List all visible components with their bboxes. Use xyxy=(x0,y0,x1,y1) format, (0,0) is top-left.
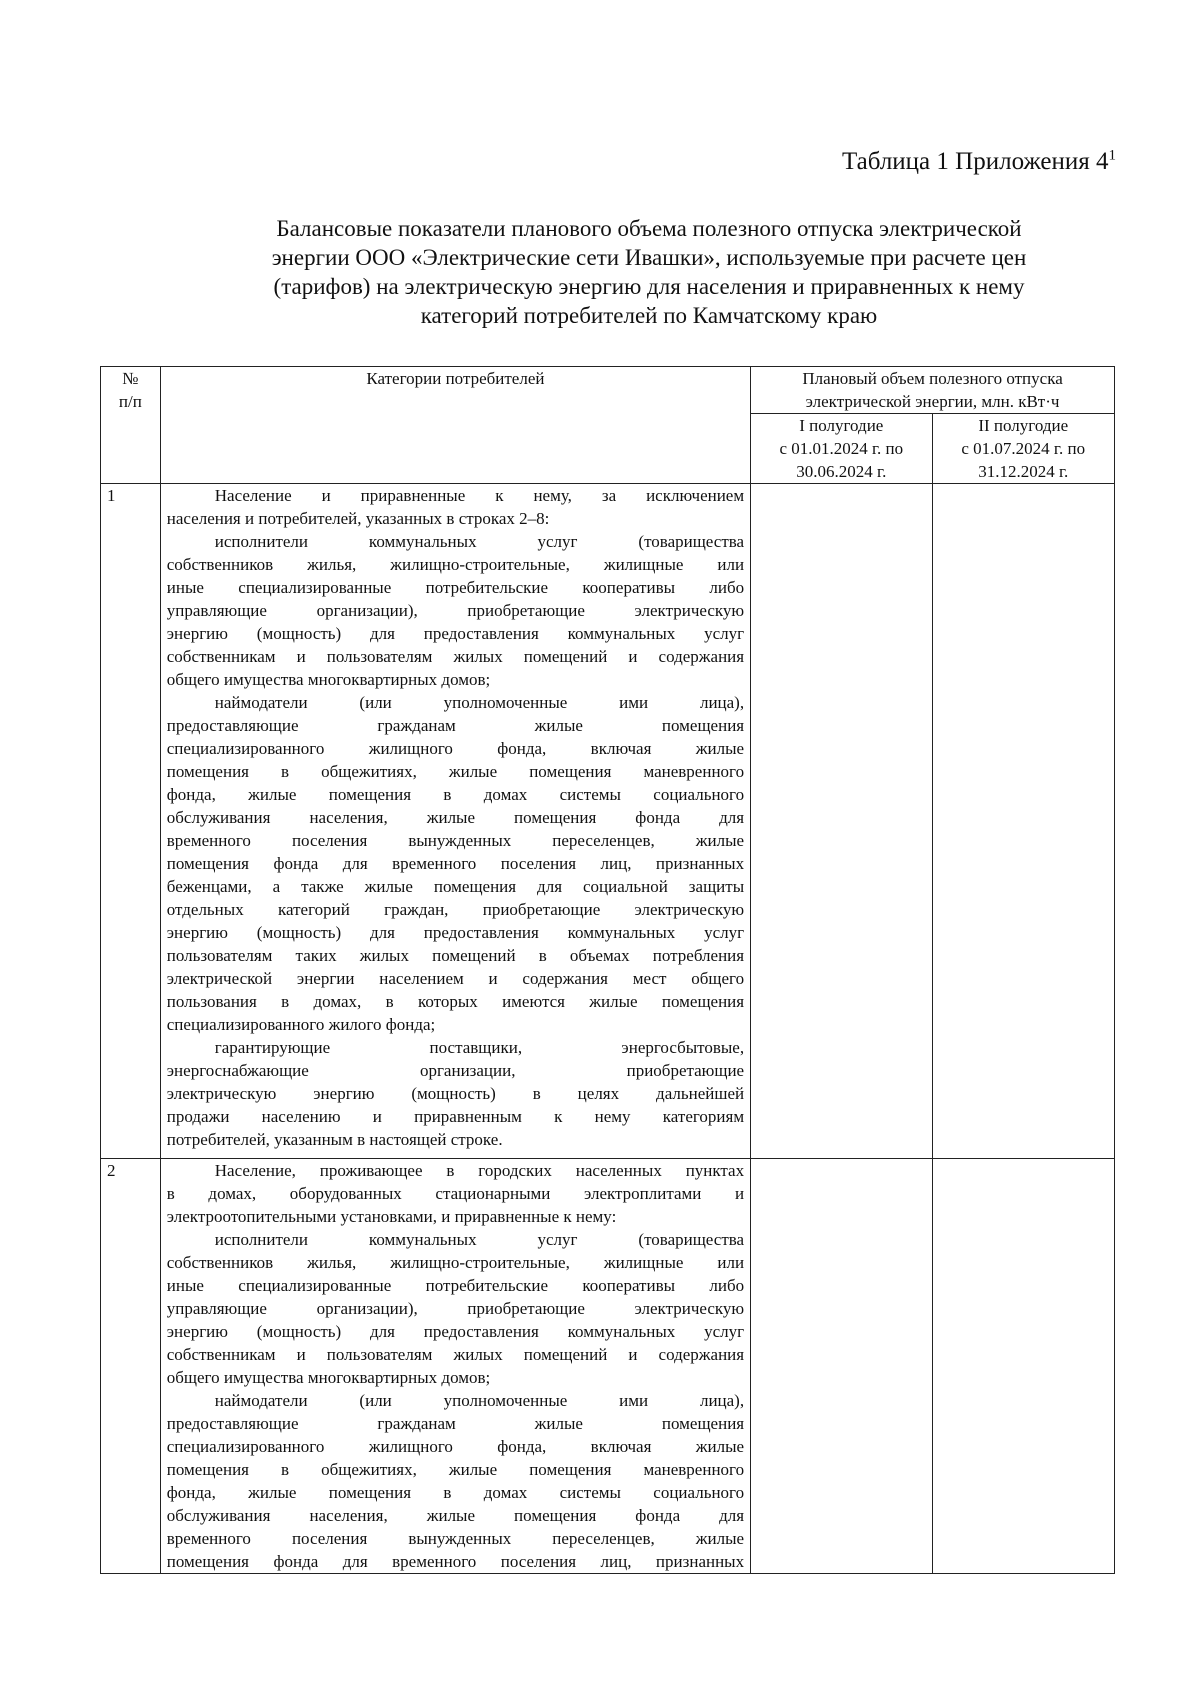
table-row xyxy=(101,484,1115,1159)
table-row xyxy=(101,1159,1115,1574)
category-text-line: энергию (мощность) для предоставления коммунальных услуг xyxy=(166,923,745,942)
category-text-line: иные специализированные потребительские кооперативы либо xyxy=(166,578,745,597)
category-text-line: энергию (мощность) для предоставления коммунальных услуг xyxy=(166,1322,745,1341)
title-line: категорий потребителей по Камчатскому краю xyxy=(420,303,878,328)
category-text-line: фонда, жилые помещения в домах системы социального xyxy=(166,785,745,804)
category-text-line: обслуживания населения, жилые помещения фонда для xyxy=(166,808,745,827)
category-text-line: фонда, жилые помещения в домах системы социального xyxy=(166,1483,745,1502)
document-title xyxy=(199,214,1099,330)
table-reference-text: Таблица 1 Приложения 4 xyxy=(841,148,1109,175)
header-number xyxy=(101,367,161,484)
category-text-line: в домах, оборудованных стационарными электроплитами и xyxy=(166,1184,745,1203)
category-text-line: собственников жилья, жилищно-строительные, жилищные или xyxy=(166,555,745,574)
category-text-line: предоставляющие гражданам жилые помещения xyxy=(166,716,745,735)
period-2-line: II полугодие xyxy=(978,416,1069,435)
category-text-line: предоставляющие гражданам жилые помещения xyxy=(166,1414,745,1433)
balance-table xyxy=(100,366,1115,1574)
category-text-line: населения и потребителей, указанных в строках 2–8: xyxy=(166,509,550,528)
category-text-line: помещения фонда для временного поселения лиц, признанных xyxy=(166,1552,745,1571)
category-text-line: гарантирующие поставщики, энергосбытовые, xyxy=(214,1038,745,1057)
category-text-line: временного поселения вынужденных переселенцев, жилые xyxy=(166,831,745,850)
category-text-line: электроотопительными установками, и приравненные к нему: xyxy=(166,1207,617,1226)
table-reference-superscript: 1 xyxy=(1108,147,1116,164)
row-number: 1 xyxy=(101,484,161,1159)
period-1-line: с 01.01.2024 г. по xyxy=(779,439,904,458)
category-text-line: потребителей, указанным в настоящей строке. xyxy=(166,1130,503,1149)
period-1-line: I полугодие xyxy=(799,416,884,435)
category-text-line: иные специализированные потребительские кооперативы либо xyxy=(166,1276,745,1295)
row-number: 2 xyxy=(101,1159,161,1574)
category-text-line: беженцами, а также жилые помещения для социальной защиты xyxy=(166,877,745,896)
category-text-line: электрической энергии населением и содержания мест общего xyxy=(166,969,745,988)
category-text-line: собственников жилья, жилищно-строительные, жилищные или xyxy=(166,1253,745,1272)
title-line: (тарифов) на электрическую энергию для населения и приравненных к нему xyxy=(273,274,1025,299)
title-line: Балансовые показатели планового объема полезного отпуска электрической xyxy=(276,216,1022,241)
header-number-symbol: № xyxy=(122,369,139,388)
category-text-line: управляющие организации), приобретающие электрическую xyxy=(166,1299,745,1318)
category-text-line: помещения в общежитиях, жилые помещения маневренного xyxy=(166,762,745,781)
category-text-line: пользователям таких жилых помещений в объемах потребления xyxy=(166,946,745,965)
row-period-1-value xyxy=(751,484,932,1159)
category-text-line: общего имущества многоквартирных домов; xyxy=(166,670,491,689)
header-planned-volume xyxy=(751,367,1115,414)
category-text-line: исполнители коммунальных услуг (товарищества xyxy=(214,532,745,551)
category-text-line: помещения в общежитиях, жилые помещения маневренного xyxy=(166,1460,745,1479)
title-line: энергии ООО «Электрические сети Ивашки», используемые при расчете цен xyxy=(271,245,1027,270)
period-1-line: 30.06.2024 г. xyxy=(796,462,887,481)
category-text-line: собственникам и пользователям жилых помещений и содержания xyxy=(166,1345,745,1364)
row-period-2-value xyxy=(932,1159,1115,1574)
category-text-line: собственникам и пользователям жилых помещений и содержания xyxy=(166,647,745,666)
row-period-1-value xyxy=(751,1159,932,1574)
row-period-2-value xyxy=(932,484,1115,1159)
header-planned-volume-line: электрической энергии, млн. кВт·ч xyxy=(805,392,1060,411)
category-text-line: отдельных категорий граждан, приобретающие электрическую xyxy=(166,900,745,919)
category-text-line: пользования в домах, в которых имеются жилые помещения xyxy=(166,992,745,1011)
category-text-line: помещения фонда для временного поселения лиц, признанных xyxy=(166,854,745,873)
category-text-line: специализированного жилищного фонда, включая жилые xyxy=(166,739,745,758)
category-text-line: электрическую энергию (мощность) в целях дальнейшей xyxy=(166,1084,745,1103)
category-text-line: Население и приравненные к нему, за исключением xyxy=(214,486,745,505)
category-text-line: энергию (мощность) для предоставления коммунальных услуг xyxy=(166,624,745,643)
period-2-line: с 01.07.2024 г. по xyxy=(961,439,1086,458)
category-text-line: наймодатели (или уполномоченные ими лица), xyxy=(214,1391,745,1410)
header-number-abbr: п/п xyxy=(118,392,142,411)
category-text-line: специализированного жилого фонда; xyxy=(166,1015,436,1034)
category-text-line: наймодатели (или уполномоченные ими лица), xyxy=(214,693,745,712)
category-text-line: управляющие организации), приобретающие электрическую xyxy=(166,601,745,620)
category-text-line: продажи населению и приравненным к нему категориям xyxy=(166,1107,745,1126)
category-text-line: энергоснабжающие организации, приобретающие xyxy=(166,1061,745,1080)
row-category xyxy=(160,484,750,1159)
table-header-row xyxy=(101,367,1115,414)
period-2-line: 31.12.2024 г. xyxy=(978,462,1069,481)
category-text-line: временного поселения вынужденных переселенцев, жилые xyxy=(166,1529,745,1548)
header-category: Категории потребителей xyxy=(160,367,750,484)
category-text-line: обслуживания населения, жилые помещения фонда для xyxy=(166,1506,745,1525)
category-text-line: Население, проживающее в городских населенных пунктах xyxy=(214,1161,745,1180)
header-planned-volume-line: Плановый объем полезного отпуска xyxy=(802,369,1063,388)
header-period-1 xyxy=(751,414,932,484)
header-period-2 xyxy=(932,414,1115,484)
category-text-line: исполнители коммунальных услуг (товарищества xyxy=(214,1230,745,1249)
category-text-line: общего имущества многоквартирных домов; xyxy=(166,1368,491,1387)
table-reference xyxy=(842,147,1116,177)
row-category xyxy=(160,1159,750,1574)
category-text-line: специализированного жилищного фонда, включая жилые xyxy=(166,1437,745,1456)
